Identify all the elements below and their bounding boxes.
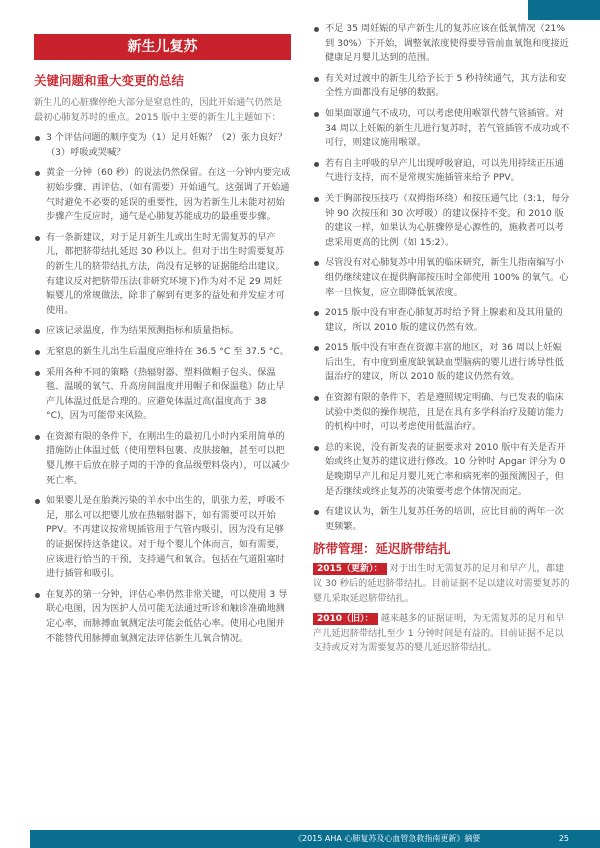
bullet-icon [314,77,319,82]
bullet-icon [314,510,319,515]
list-item: 3 个评估问题的顺序变为（1）足月妊娠？（2）张力良好？（3）呼吸或哭喊？ [34,131,291,160]
bullet-icon [35,350,40,355]
bullet-icon [35,136,40,141]
section-banner: 新生儿复苏 [34,34,291,60]
bullet-icon [314,346,319,351]
bullet-icon [314,446,319,451]
right-column [313,22,570,662]
left-column [34,34,291,652]
bullet-icon [35,371,40,376]
bullet-icon [314,396,319,401]
left-bullet-list [34,131,291,646]
bullet-icon [314,27,319,32]
footer-title: 《2015 AHA 心肺复苏及心血管急救指南更新》摘要 [294,834,481,843]
list-item: 采用各种不同的策略（热辐射器、塑料做帽子包头、保温毯、温暖的氧气、升高房间温度并用帽子和保温毯）防止早产儿体温过低是合理的。应避免体温过高(温度高于 38 °C)，因为可能带来风险。 [34,366,291,424]
list-item: 在复苏的第一分钟，评估心率仍然非常关键，可以使用 3 导联心电图，因为医护人员可能无法通过听诊和触诊准确地测定心率，而脉搏血氧测定法可能会低估心率。使用心电图并不能替代用脉搏血氧测定法评估新生儿氧合情况。 [34,588,291,646]
tag-2010: 2010（旧）： [313,613,378,625]
bullet-icon [35,593,40,598]
bullet-icon [35,171,40,176]
intro-paragraph: 新生儿的心脏骤停绝大部分是窒息性的，因此开始通气仍然是最初心肺复苏时的重点。2015 版中主要的新生儿主题如下： [34,97,283,123]
bullet-icon [314,162,319,167]
list-item: 应该记录温度，作为结果预测指标和质量指标。 [34,324,291,339]
bullet-icon [314,261,319,266]
list-item: 2015 版中没有审查心肺复苏时给予肾上腺素和及其用量的建议，所以 2010 版的建议仍然有效。 [313,306,570,335]
list-item: 尽管没有对心肺复苏中用氧的临床研究，新生儿指南编写小组仍继续建议在提供胸部按压时全部使用 100% 的氧气。心率一旦恢复，应立即降低氧浓度。 [313,256,570,300]
bullet-icon [35,499,40,504]
summary-heading: 关键问题和重大变更的总结 [34,73,185,88]
list-item: 如果面罩通气不成功，可以考虑使用喉罩代替气管插管。对 34 周以上妊娠的新生儿进行复苏时，若气管插管不成功或不可行，则建议施用喉罩。 [313,107,570,151]
right-bullet-list [313,22,570,534]
bullet-icon [35,329,40,334]
cord-2010-paragraph: 2010（旧）： 越来越多的证据证明，为无需复苏的足月和早产儿延迟脐带结扎至少 1 分钟时间是有益的。目前证据不足以支持或反对为需要复苏的婴儿延迟脐带结扎。 [313,613,565,654]
list-item: 无窒息的新生儿出生后温度应维持在 36.5 °C 至 37.5 °C。 [34,345,291,360]
tag-2015: 2015（更新）： [313,563,387,575]
bullet-icon [314,311,319,316]
list-item: 有一条新建议，对于足月新生儿或出生时无需复苏的早产儿，都把脐带结扎延迟 30 秒以上。但对于出生时需要复苏的新生儿的脐带结扎方法，尚没有足够的证据能给出建议。有建议反对把脐带压法(非研究环境下)作为对不足 29 周妊娠婴儿的常规做法，除非了解到有更多的益处和并发症才可使用。 [34,231,291,319]
list-item: 有建议认为，新生儿复苏任务的培训，应比目前的两年一次更频繁。 [313,505,570,534]
bullet-icon [35,435,40,440]
list-item: 黄金一分钟（60 秒）的说法仍然保留。在这一分钟内要完成初始步骤、再评估、（如有需要）开始通气。这强调了开始通气时避免不必要的延误的重要性，因为若新生儿未能对初始步骤产生反应时，通气是心肺复苏能成功的最重要步骤。 [34,166,291,224]
corner-tab [528,0,600,20]
bullet-icon [314,112,319,117]
list-item: 总的来说，没有新发表的证据要求对 2010 版中有关是否开始或终止复苏的建议进行修改。10 分钟时 Apgar 评分为 0 是晚期早产儿和足月婴儿死亡率和病死率的强预测因子，但是否继续或终止复苏的决策要考虑个体情况而定。 [313,441,570,499]
list-item: 在资源有限的条件下，若是遵照规定明确、与已发表的临床试验中类似的操作规范，且是在具有多学科治疗及随访能力的机构中时，可以考虑使用低温治疗。 [313,391,570,435]
list-item: 如果婴儿是在胎粪污染的羊水中出生的，肌张力差，呼吸不足，那么可以把婴儿放在热辐射器下，如有需要可以开始 PPV。不再建议按常规插管用于气管内吸引，因为没有足够的证据保持这条建议。对于每个婴儿个体而言，如有需要，应该进行恰当的干预，支持通气和氧合。包括在气道阻塞时进行插管和吸引。 [34,494,291,582]
footer-bar [30,830,600,848]
list-item: 若有自主呼吸的早产儿出现呼吸窘迫，可以先用持续正压通气进行支持，而不是常规实施插管来给予 PPV。 [313,157,570,186]
list-item: 2015 版中没有审查在资源丰富的地区，对 36 周以上妊娠后出生，有中度到重度缺氧缺血型脑病的婴儿进行诱导性低温治疗的建议，所以 2010 版的建议仍然有效。 [313,341,570,385]
list-item: 在资源有限的条件下，在刚出生的最初几小时内采用简单的措施防止体温过低（使用塑料包裹、皮肤接触，甚至可以把婴儿擦干后放在脖子周的干净的食品级塑料袋内），可以减少死亡率。 [34,430,291,488]
page-number: 25 [558,834,569,843]
bullet-icon [35,236,40,241]
list-item: 关于胸部按压技巧（双拇指环绕）和按压通气比（3:1，每分钟 90 次按压和 30 次呼吸）的建议保持不变。和 2010 版的建议一样，如果认为心脏骤停是心源性的，施救者可以考虑采用更高的比例（如 15:2）。 [313,192,570,250]
list-item: 有关对过渡中的新生儿给予长于 5 秒持续通气，其方法和安全性方面都没有足够的数据。 [313,72,570,101]
cord-2015-paragraph: 2015（更新）： 对于出生时无需复苏的足月和早产儿，都建议 30 秒后的延迟脐带结扎。目前证据不足以建议对需要复苏的婴儿采取延迟脐带结扎。 [313,563,570,604]
bullet-icon [314,197,319,202]
list-item: 不足 35 周妊娠的早产新生儿的复苏应该在低氧情况（21% 到 30%）下开始，调整氧浓度使得要导管前血氧饱和度接近健康足月婴儿达到的范围。 [313,22,570,66]
cord-heading: 脐带管理：延迟脐带结扎 [313,541,451,557]
